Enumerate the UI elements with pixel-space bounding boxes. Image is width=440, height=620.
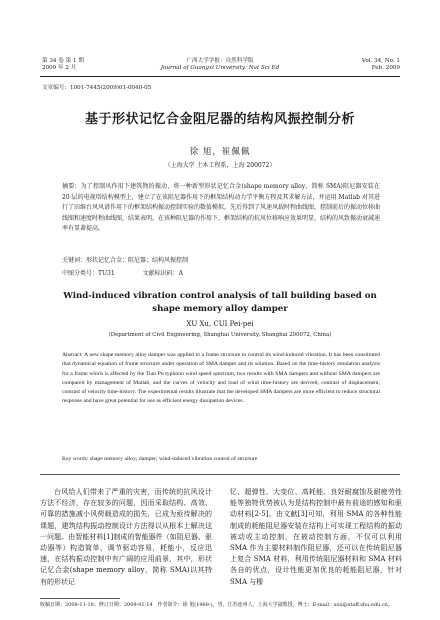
volume-issue-en: Vol. 34, No. 1	[361, 58, 400, 64]
abstract-en: Abstract: A new shape memory alloy damper was applied to a frame structure to control its wind-induced vibration. It has been constituted that dynamical equation of frame structure under operation of SMA damper and its solution. Based on the time-history emulation analysis for a frame which is affected by the Tian Pu typhoon wind speed spectrum, two results with SMA dampers and without SMA dampers are compared by management of Matlab, and the curves of velocity and load of wind time-history are derived, contrast of displacement, contrast of velocity time-history. The experimental results illustrate that the developed SMA dampers are more efficient to reduce structural response and have great potential for use as efficient energy dissipation devices.	[62, 352, 380, 405]
journal-name-en: Journal of Guangxi University: Nat Sci Ed	[160, 65, 280, 71]
journal-name	[150, 58, 290, 72]
body-paragraph: 台风给人们带来了严重的灾害，而传统的抗风设计方法不经济，存在较多的问题，因而采取结构、高效、可靠的措施减小风荷载造成的损失，已成为亟待解决的课题，建筑结构振动控制设计方法得以从根本上解决这一问题。由智能材料[1]制成的智能器件（如阻尼器、驱动器等）构造简单，调节驱动容易，耗能小，反应迅速，在结构振动控制中有广阔的应用前景，其中，形状记忆合金(shape memory alloy，简称 SMA)以其特有的形状记	[40, 488, 212, 586]
article-id: 文章编号：1001-7445(2009)01-0040-05	[42, 85, 152, 91]
clc-number: 中图分类号：TU31	[62, 270, 115, 277]
body-paragraph: 忆、超弹性、大变位、高耗能、良好耐腐蚀及耐疲劳性能等独特优势被认为是结构控制中最有前途的感知和驱动材料[2-5]。由文献[3]可知，利用 SMA 的各种性能制成的耗能阻尼器安装在结构上可实现工程结构的振动被动或主动控制，在被动控制方面，不仅可以利用 SMA 作为主要材料制作阻尼器，还可以在传统阻尼器上复合 SMA 材料，利用传统阻尼器材料和 SMA 材料各自的优点，设计性能更加优良的耗能阻尼器，针对 SMA 与橡	[230, 488, 402, 586]
authors-cn: 徐 旭，崔佩佩	[189, 147, 251, 157]
section-rule	[40, 474, 400, 475]
publication-date: 2009 年 2 月	[42, 65, 77, 71]
title-cn: 基于形状记忆合金阻尼器的结构风振控制分析	[84, 112, 355, 127]
abstract-cn: 摘要：为了控制风作用下建筑物的振动，将一种新型形状记忆合金(shape memory alloy，简称 SMA)阻尼器安装在 20 层的电视塔结构模型上，建立了在该阻尼器作用下的框架结构动力学平衡方程及其求解方法，并运用 Matlab 对其进行了田维台风风谱作用下的框架结构振动控制实验的数值模拟，先后得到了风速风载时程曲线图，控制前后的振动位移曲线图和速度时程曲线图，结果表明，在该种阻尼器的作用下，框架结构的抗风位移响应效果明显，结构的风致振动衰减速率有显著提高。	[62, 183, 381, 232]
volume-issue: 第 34 卷 第 1 期	[42, 58, 84, 64]
journal-volume-info-en	[270, 58, 400, 72]
journal-name-cn: 广西大学学报：自然科学版	[186, 58, 254, 64]
footnote: 收稿日期：2008-11-18；修订日期：2009-01-14 作者简介：徐 旭(1968-)，男，江苏连州人，上海大学副教授，博士；E-mail：xxu@staff.shu.edu.cn。	[40, 602, 393, 608]
affiliation-cn: （上海大学 土木工程系，上海 200072）	[164, 162, 276, 169]
classification	[62, 268, 380, 277]
header-rule	[40, 76, 400, 77]
keywords-en: Key words: shape memory alloy; damper; wind-induced vibration control of structure	[62, 456, 258, 462]
keywords-cn: 关键词：形状记忆合金；阻尼器；结构风振控制	[62, 257, 189, 264]
body-column-right	[230, 487, 402, 588]
authors-en: XU Xu, CUI Pei-pei	[186, 320, 254, 328]
publication-date-en: Feb. 2009	[371, 65, 400, 71]
footnote-rule	[40, 598, 120, 599]
document-code: 文献标识码：A	[142, 270, 183, 277]
affiliation-en: (Department of Civil Engineering, Shanghai University, Shanghai 200072, China)	[108, 332, 332, 338]
title-en: Wind-induced vibration control analysis of tall building based on shape memory alloy damper	[63, 291, 377, 314]
body-column-left	[40, 487, 212, 588]
